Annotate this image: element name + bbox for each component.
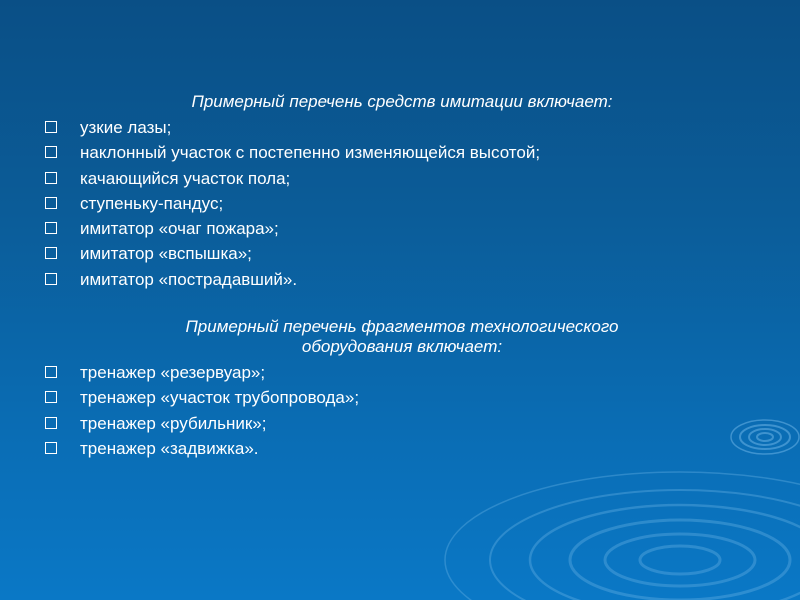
list-item-text: тренажер «участок трубопровода»; (80, 388, 360, 408)
list-item (44, 140, 760, 165)
bullet-icon (44, 390, 58, 404)
bullet-icon (44, 416, 58, 430)
list-item-text: имитатор «очаг пожара»; (80, 219, 279, 239)
bullet-icon (44, 120, 58, 134)
simulation-items-list (44, 115, 760, 292)
bullet-icon (44, 441, 58, 455)
bullet-icon (44, 221, 58, 235)
list-item (44, 385, 760, 410)
bullet-icon (44, 365, 58, 379)
list-item-text: тренажер «резервуар»; (80, 363, 266, 383)
list-item (44, 267, 760, 292)
list-item-text: имитатор «пострадавший». (80, 269, 298, 289)
section-heading-equipment: Примерный перечень фрагментов технологического оборудования включает: (185, 317, 619, 357)
list-item (44, 436, 760, 461)
list-item (44, 115, 760, 140)
list-item-text: тренажер «рубильник»; (80, 413, 267, 433)
slide-content (44, 92, 760, 461)
equipment-items-list (44, 360, 760, 461)
list-item-text: наклонный участок с постепенно изменяющейся высотой; (80, 143, 541, 163)
bullet-icon (44, 171, 58, 185)
list-item (44, 191, 760, 216)
list-item-text: имитатор «вспышка»; (80, 244, 252, 264)
list-item-text: ступеньку-пандус; (80, 193, 224, 213)
bullet-icon (44, 145, 58, 159)
list-item (44, 360, 760, 385)
list-item (44, 166, 760, 191)
list-item-text: качающийся участок пола; (80, 168, 291, 188)
list-item (44, 241, 760, 266)
section-heading-simulation: Примерный перечень средств имитации включает: (191, 92, 613, 111)
list-item (44, 411, 760, 436)
bullet-icon (44, 272, 58, 286)
bullet-icon (44, 196, 58, 210)
list-item (44, 216, 760, 241)
bullet-icon (44, 246, 58, 260)
list-item-text: узкие лазы; (80, 118, 172, 137)
list-item-text: тренажер «задвижка». (80, 438, 259, 458)
